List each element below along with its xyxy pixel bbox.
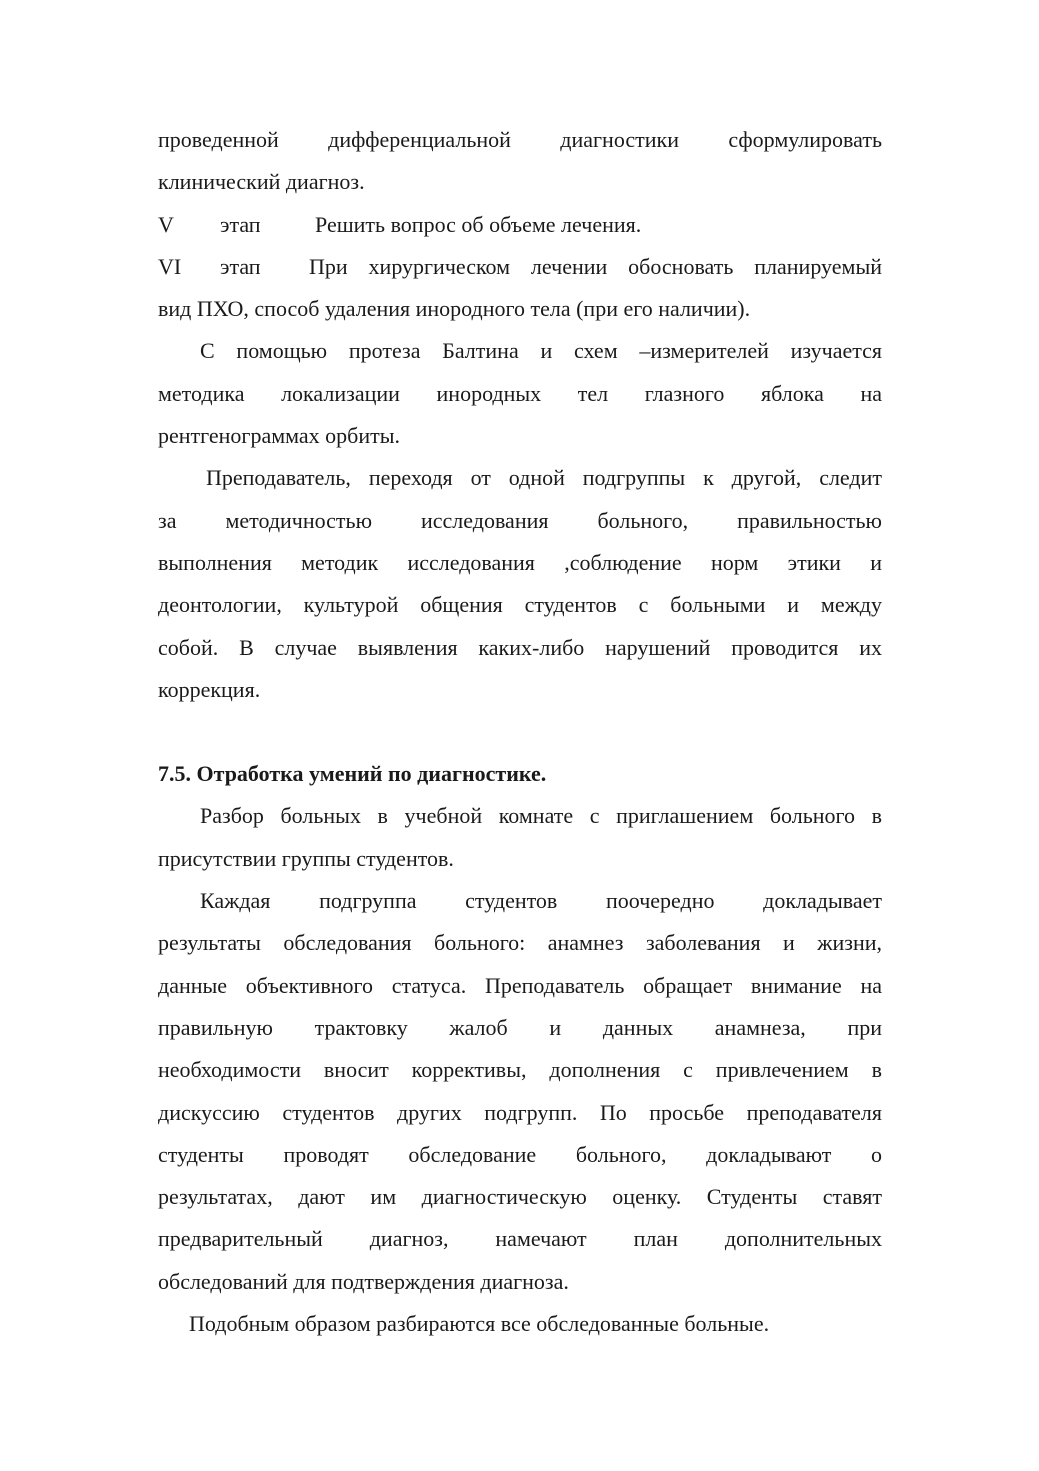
text-line: выполнения методик исследования ,соблюдение норм этики и [158,549,882,575]
text-line: деонтологии, культурой общения студентов с больными и между [158,592,882,618]
text-line: правильную трактовку жалоб и данных анамнеза, при [158,1014,882,1040]
stage-word: этап [220,253,261,279]
text-line: за методичностью исследования больного, правильностью [158,507,882,533]
text-line: данные объективного статуса. Преподаватель обращает внимание на [158,972,882,998]
text-line: клинический диагноз. [158,169,365,195]
stage-word: этап [220,211,261,237]
text-line: коррекция. [158,676,261,702]
text-line: Подобным образом разбираются все обследованные больные. [189,1311,770,1337]
document-page [158,119,882,1345]
stage-6 [158,246,882,288]
text-line: Каждая подгруппа студентов поочередно докладывает [200,888,882,914]
paragraph-razbor [158,795,882,880]
paragraph-diagnosis [158,119,882,204]
paragraph-teacher [158,457,882,711]
stage-number: V [158,211,174,237]
text-line: присутствии группы студентов. [158,845,454,871]
text-line: рентгенограммах орбиты. [158,423,401,449]
stage-number: VI [158,253,182,279]
text-line: дискуссию студентов других подгрупп. По просьбе преподавателя [158,1099,882,1125]
text-line: собой. В случае выявления каких-либо нарушений проводится их [158,634,882,660]
text-line: Преподаватель, переходя от одной подгруппы к другой, следит [206,465,882,491]
paragraph-final [158,1303,882,1345]
text-line: проведенной дифференциальной диагностики сформулировать [158,127,882,152]
text-line: студенты проводят обследование больного, докладывают о [158,1141,882,1167]
stage-text: Решить вопрос об объеме лечения. [315,211,642,237]
stage-5 [158,204,882,246]
text-line: вид ПХО, способ удаления инородного тела (при его наличии). [158,296,751,322]
section-heading: 7.5. Отработка умений по диагностике. [158,761,547,787]
text-line: Разбор больных в учебной комнате с приглашением больного в [200,803,882,829]
stage-text: При хирургическом лечении обосновать планируемый [309,253,882,279]
text-line: предварительный диагноз, намечают план дополнительных [158,1226,882,1252]
paragraph-baltin [158,330,882,457]
paragraph-kazhdaya [158,880,882,1303]
text-line: С помощью протеза Балтина и схем –измерителей изучается [200,338,882,364]
text-line: обследований для подтверждения диагноза. [158,1268,569,1294]
text-line: методика локализации инородных тел глазного яблока на [158,380,882,406]
text-line: результатах, дают им диагностическую оценку. Студенты ставят [158,1184,882,1210]
text-line: необходимости вносит коррективы, дополнения с привлечением в [158,1057,882,1083]
text-line: результаты обследования больного: анамнез заболевания и жизни, [158,930,882,956]
